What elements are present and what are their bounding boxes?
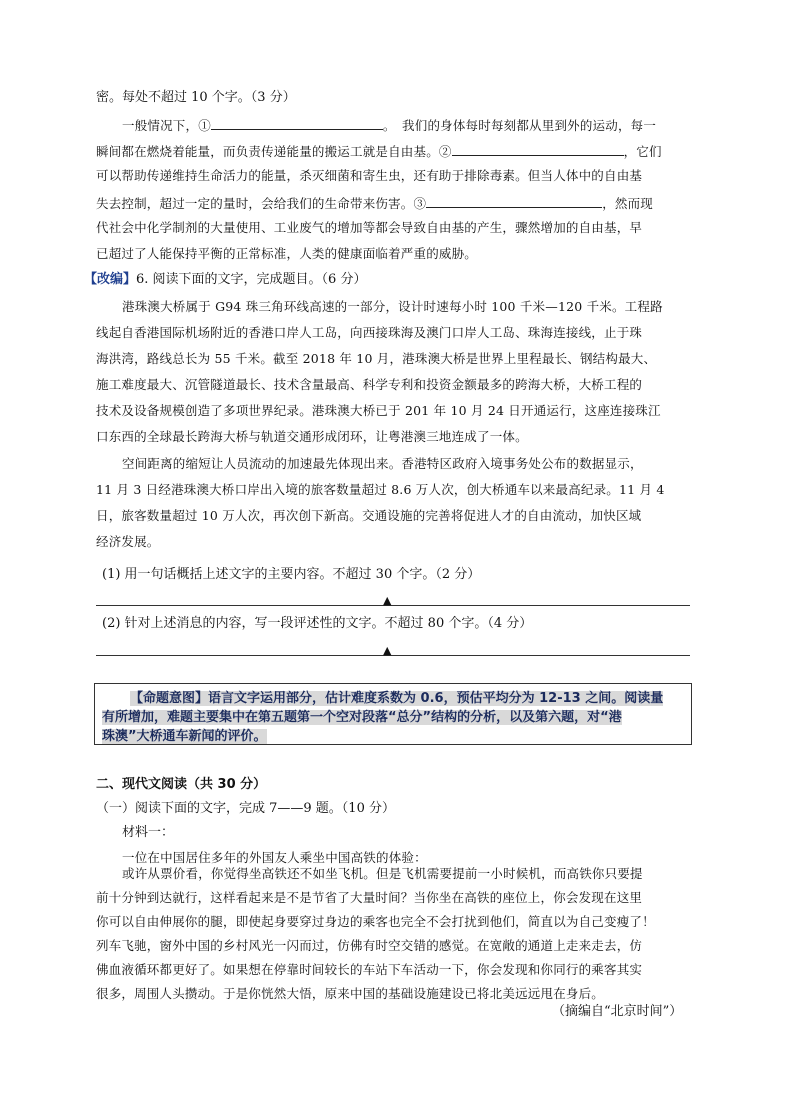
answer-blank-2[interactable] <box>452 141 624 156</box>
q6-p2-line-2: 11 月 3 日经港珠澳大桥口岸出入境的旅客数量超过 8.6 万人次，创大桥通车以来最高纪录。11 月 4 <box>96 482 665 497</box>
intent-line-3: 珠澳”大桥通车新闻的评价。 <box>102 729 267 744</box>
q5-line-5: 代社会中化学制剂的大量使用、工业废气的增加等都会导致自由基的产生，骤然增加的自由基，早 <box>96 220 643 235</box>
q5-continuation: 密。每处不超过 10 个字。（3 分） <box>96 90 296 105</box>
q6-p1-line-2: 线起自香港国际机场附近的香港口岸人工岛，向西接珠海及澳门口岸人工岛、珠海连接线，止于珠 <box>96 325 643 340</box>
material-label: 材料一： <box>122 825 175 840</box>
q6-p1-line-6: 口东西的全球最长跨海大桥与轨道交通形成闭环，让粤港澳三地连成了一体。 <box>96 429 528 444</box>
material-body-line-6: 很多，周围人头攒动。于是你恍然大悟，原来中国的基础设施建设已将北美远远甩在身后。 <box>96 986 605 1001</box>
q5-line-1-end: 。 我们的身体每时每刻都从里到外的运动，每一 <box>382 118 657 133</box>
q6-p2-line-1: 空间距离的缩短让人员流动的加速最先体现出来。香港特区政府入境事务处公布的数据显示， <box>122 456 643 471</box>
q5-line-6: 已超过了人能保持平衡的正常标准，人类的健康面临着严重的威胁。 <box>96 246 478 261</box>
answer-mark-2: ▲ <box>383 644 392 657</box>
section-2-part-1: （一）阅读下面的文字，完成 7——9 题。（10 分） <box>96 801 395 816</box>
answer-mark-1: ▲ <box>383 594 392 607</box>
q6-p1-line-1: 港珠澳大桥属于 G94 珠三角环线高速的一部分，设计时速每小时 100 千米—120 千米。工程路 <box>122 299 663 314</box>
answer-line-2[interactable] <box>96 655 690 656</box>
q5-line-2 <box>96 141 662 161</box>
intent-tag: 【命题意图】 <box>130 691 209 706</box>
answer-blank-3[interactable] <box>426 193 602 208</box>
q6-heading <box>84 271 366 289</box>
q6-sub-question-2: (2) 针对上述消息的内容，写一段评述性的文字。不超过 80 个字。（4 分） <box>102 616 533 631</box>
q5-line-4-end: ，然而现 <box>602 196 654 211</box>
q5-line-1 <box>122 115 656 135</box>
material-body-line-3: 你可以自由伸展你的腿，即使起身要穿过身边的乘客也完全不会打扰到他们，简直以为自己变瘦了！ <box>96 914 655 929</box>
q5-line-4 <box>96 193 653 213</box>
q6-p2-line-3: 日，旅客数量超过 10 万人次，再次创下新高。交通设施的完善将促进人才的自由流动，加快区域 <box>96 508 642 523</box>
q5-line-2-end: ，它们 <box>623 144 662 159</box>
material-body-line-4: 列车飞驰，窗外中国的乡村风光一闪而过，仿佛有时空交错的感觉。在宽敞的通道上走来走去，仿 <box>96 938 643 953</box>
material-body-line-5: 佛血液循环都更好了。如果想在停靠时间较长的车站下车活动一下，你会发现和你同行的乘客其实 <box>96 962 643 977</box>
adapted-tag: 【改编】 <box>84 272 137 287</box>
q6-p1-line-3: 海洪湾，路线总长为 55 千米。截至 2018 年 10 月，港珠澳大桥是世界上里程最长、钢结构最大、 <box>96 351 657 366</box>
design-intent-text <box>102 689 690 746</box>
material-body-line-2: 前十分钟到达就行，这样看起来是不是节省了大量时间？当你坐在高铁的座位上，你会发现在这里 <box>96 890 643 905</box>
section-2-heading: 二、现代文阅读（共 30 分） <box>96 777 267 792</box>
material-intro: 一位在中国居住多年的外国友人乘坐中国高铁的体验： <box>122 850 427 865</box>
answer-blank-1[interactable] <box>211 115 383 130</box>
q6-p1-line-5: 技术及设备规模创造了多项世界纪录。港珠澳大桥已于 201 年 10 月 24 日开通运行，这座连接珠江 <box>96 403 661 418</box>
q5-line-1-start: 一般情况下，① <box>122 118 211 133</box>
q6-title: 6. 阅读下面的文字，完成题目。（6 分） <box>136 272 367 287</box>
q5-line-2-start: 瞬间都在燃烧着能量，而负责传递能量的搬运工就是自由基。② <box>96 144 452 159</box>
q5-line-3: 可以帮助传递维持生命活力的能量，杀灭细菌和寄生虫，还有助于排除毒素。但当人体中的自由基 <box>96 168 643 183</box>
intent-line-1: 语言文字运用部分，估计难度系数为 0.6，预估平均分为 12-13 之间。阅读量 <box>208 691 664 706</box>
q6-p2-line-4: 经济发展。 <box>96 534 160 549</box>
q6-sub-question-1: (1) 用一句话概括上述文字的主要内容。不超过 30 个字。（2 分） <box>102 567 481 582</box>
source-citation: （摘编自“北京时间”） <box>552 1004 683 1019</box>
intent-line-2: 有所增加，难题主要集中在第五题第一个空对段落“总分”结构的分析，以及第六题，对“港 <box>102 710 622 725</box>
q5-line-4-start: 失去控制，超过一定的量时，会给我们的生命带来伤害。③ <box>96 196 427 211</box>
material-body-line-1: 或许从票价看，你觉得坐高铁还不如坐飞机。但是飞机需要提前一小时候机，而高铁你只要提 <box>122 866 643 881</box>
q6-p1-line-4: 施工难度最大、沉管隧道最长、技术含量最高、科学专利和投资金额最多的跨海大桥，大桥工程的 <box>96 377 643 392</box>
answer-line-1[interactable] <box>96 605 690 606</box>
